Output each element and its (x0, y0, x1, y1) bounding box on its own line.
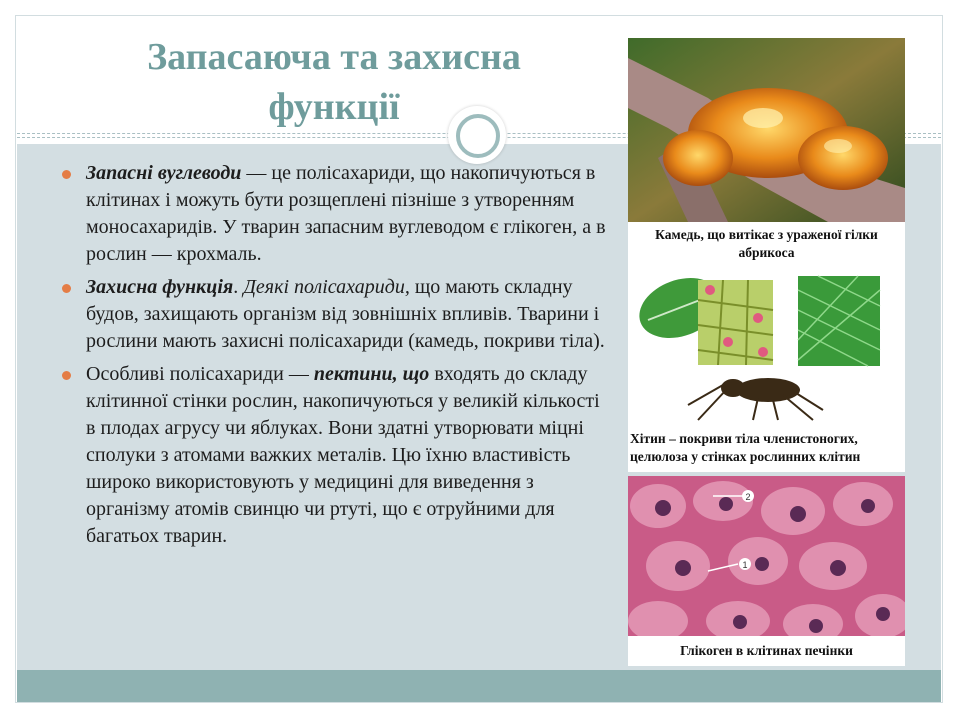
gum-photo (628, 38, 905, 222)
chitin-caption: Хітин – покриви тіла членистоногих, целюлоза у стінках рослинних клітин (630, 431, 861, 464)
bullet-text: входять до складу клітинної стінки рослин, накопичуються у великій кількості в плодах агрусу чи яблуках. Вони здатні утворювати міцні сполуки з атомами важких металів. Цю їхню властивість широко використовують у медицині для виведення з організму атомів свинцю чи ртуті, що є отруйними для багатьох тварин. (86, 363, 600, 547)
glycogen-photo (628, 476, 905, 636)
glycogen-label-1: 1 (742, 560, 748, 570)
bullet-dot-icon (62, 284, 71, 293)
title-line-2: функції (268, 86, 400, 128)
bullet-text: — це полісахариди, що накопичуються в клітинах і можуть бути розщеплені пізніше з утворенням моносахаридів. У тварин запасним вуглеводом є глікоген, а в рослин — крохмаль. (86, 162, 606, 265)
footer-bar (17, 670, 941, 702)
bullet-list (62, 160, 607, 556)
gum-figure (628, 38, 905, 270)
bullet-text: що мають складну будов, захищають організм від зовнішніх впливів. Тварини і рослини мають захисні полісахариди (камедь, покриви тіла). (86, 276, 605, 352)
bullet-item (62, 274, 607, 355)
title-line-1: Запасаюча та захисна (147, 36, 521, 78)
bullet-item (62, 361, 607, 550)
bullet-lead: Особливі полісахариди — (86, 363, 314, 385)
glycogen-label-2: 2 (745, 492, 751, 502)
bullet-sep: . (233, 276, 244, 298)
bullet-item (62, 160, 607, 268)
bullet-dot-icon (62, 170, 71, 179)
slide-title (60, 32, 608, 132)
bullet-term: Запасні вуглеводи (86, 162, 242, 184)
chitin-photo (628, 270, 905, 428)
bullet-term-2: Деякі полісахариди, (243, 276, 410, 298)
divider-circle-ring (456, 114, 500, 158)
bullet-term: Захисна функція (86, 276, 234, 298)
bullet-dot-icon (62, 371, 71, 380)
chitin-figure (628, 270, 905, 472)
bullet-term: пектини, що (313, 363, 430, 385)
glycogen-figure (628, 476, 905, 666)
glycogen-caption: Глікоген в клітинах печінки (680, 643, 853, 658)
gum-caption: Камедь, що витікає з ураженої гілки абрикоса (655, 227, 878, 260)
